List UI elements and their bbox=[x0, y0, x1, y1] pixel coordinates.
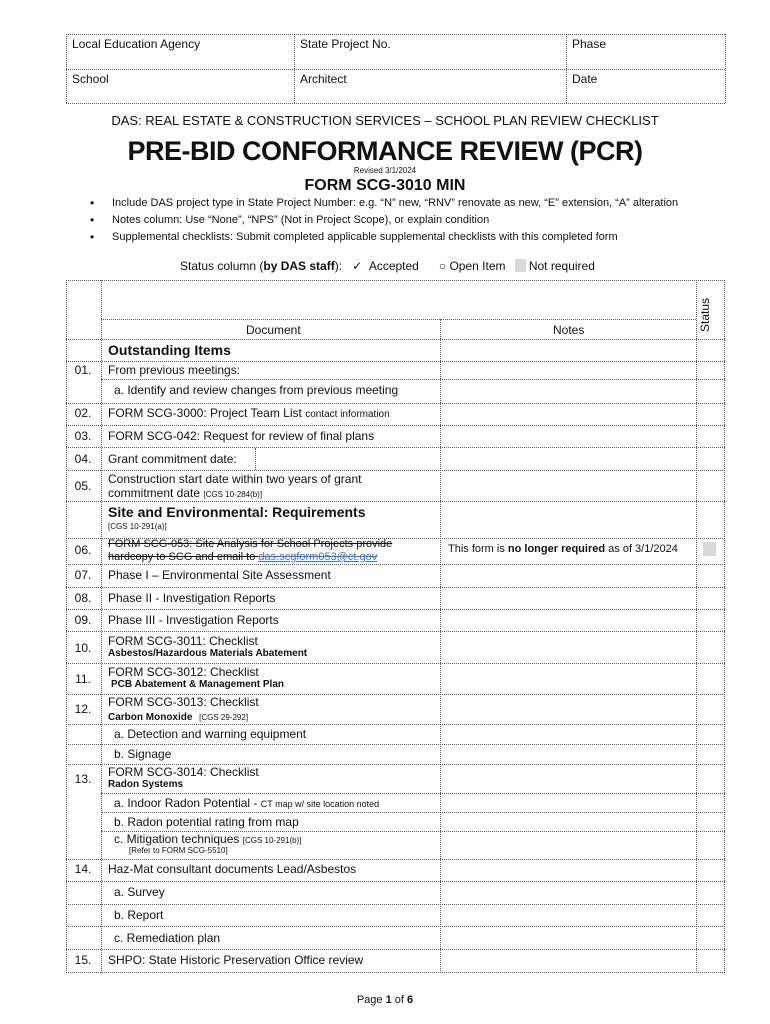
row-document: a. Indoor Radon Potential - bbox=[114, 796, 261, 810]
row-document: FORM SCG-3013: Checklist bbox=[108, 695, 259, 709]
row-document: b. Report bbox=[114, 908, 164, 922]
row-document: hardcopy to SCG and email to bbox=[108, 551, 259, 563]
row-document: b. Signage bbox=[114, 747, 172, 761]
circle-icon: ○ bbox=[438, 258, 447, 273]
row-number: 10. bbox=[74, 641, 92, 655]
legend-suffix: ): bbox=[334, 258, 343, 273]
row-document: FORM SCG-3014: Checklist bbox=[108, 765, 259, 779]
row-reference: [Refer to FORM SCG-5510] bbox=[129, 846, 228, 855]
row-document-note: contact information bbox=[305, 409, 390, 420]
not-required-status bbox=[703, 542, 716, 556]
legend-accepted: Accepted bbox=[368, 258, 419, 273]
status-column-header bbox=[698, 296, 720, 336]
revised-date: Revised 3/1/2024 bbox=[353, 166, 417, 175]
legend-by: by DAS staff bbox=[263, 258, 335, 273]
row-document: Phase I – Environmental Site Assessment bbox=[108, 568, 331, 582]
school-field[interactable]: School bbox=[72, 72, 109, 86]
row-number: 02. bbox=[74, 406, 92, 420]
state-project-no-field[interactable]: State Project No. bbox=[300, 37, 391, 51]
row-document: From previous meetings: bbox=[108, 363, 241, 377]
row-document: Construction start date within two years of grant bbox=[108, 472, 362, 486]
row-document: commitment date bbox=[108, 486, 204, 500]
instruction-list bbox=[90, 195, 760, 246]
row-document: c. Mitigation techniques bbox=[114, 832, 243, 846]
row-document: FORM SCG-042: Request for review of final plans bbox=[108, 429, 375, 443]
lea-field[interactable]: Local Education Agency bbox=[72, 37, 201, 51]
page-footer bbox=[0, 994, 770, 1006]
page-title: PRE-BID CONFORMANCE REVIEW (PCR) bbox=[127, 136, 643, 166]
row-document-note: CT map w/ site location noted bbox=[260, 799, 380, 809]
footer-of: of bbox=[391, 994, 408, 1006]
row-document: c. Remediation plan bbox=[114, 931, 221, 945]
legend-prefix: Status column ( bbox=[180, 258, 264, 273]
department-line: DAS: REAL ESTATE & CONSTRUCTION SERVICES – SCHOOL PLAN REVIEW CHECKLIST bbox=[111, 113, 659, 128]
row-document: Phase III - Investigation Reports bbox=[108, 613, 279, 627]
row-document: Haz-Mat consultant documents Lead/Asbestos bbox=[108, 862, 357, 876]
row-number: 07. bbox=[74, 568, 92, 582]
row-document: FORM SCG-053: Site Analysis for School Projects provide bbox=[108, 538, 393, 550]
page-number: 1 bbox=[385, 994, 392, 1006]
row-document: a. Identify and review changes from previous meeting bbox=[114, 383, 399, 397]
row-document: a. Detection and warning equipment bbox=[114, 727, 307, 741]
row-number: 15. bbox=[74, 953, 92, 967]
row-document: Phase II - Investigation Reports bbox=[108, 591, 276, 605]
row-document-subtitle: Carbon Monoxide bbox=[108, 712, 193, 723]
note-text: as of 3/1/2024 bbox=[605, 543, 678, 555]
section-title: Site and Environmental: Requirements bbox=[108, 504, 366, 520]
row-document-subtitle: PCB Abatement & Management Plan bbox=[111, 679, 284, 690]
row-number: 09. bbox=[74, 613, 92, 627]
check-icon: ✓ bbox=[352, 258, 363, 273]
row-document: FORM SCG-3000: Project Team List bbox=[108, 406, 306, 420]
row-note bbox=[448, 543, 678, 555]
row-number: 05. bbox=[74, 479, 92, 493]
row-number: 12. bbox=[74, 702, 92, 716]
row-number: 11. bbox=[75, 672, 91, 686]
row-reference: [CGS 10-291(b)] bbox=[242, 836, 302, 845]
instruction-item: • Supplemental checklists: Submit completed applicable supplemental checklists with this completed form bbox=[90, 229, 760, 246]
note-emphasis: no longer required bbox=[507, 543, 606, 555]
row-number: 14. bbox=[74, 862, 92, 876]
document-column-header: Document bbox=[246, 323, 301, 337]
row-document: FORM SCG-3011: Checklist bbox=[108, 634, 258, 648]
row-number: 06. bbox=[74, 543, 92, 557]
row-reference: [CGS 29-292] bbox=[199, 713, 249, 722]
row-number: 08. bbox=[74, 591, 92, 605]
section-reference: [CGS 10-291(a)] bbox=[108, 522, 167, 531]
date-field[interactable]: Date bbox=[572, 72, 598, 86]
row-document: b. Radon potential rating from map bbox=[114, 815, 299, 829]
row-document-subtitle: Radon Systems bbox=[108, 779, 184, 790]
row-number: 13. bbox=[74, 772, 92, 786]
legend-open-item: Open Item bbox=[449, 258, 506, 273]
row-document: a. Survey bbox=[114, 885, 165, 899]
legend-not-required: Not required bbox=[528, 258, 595, 273]
row-document-subtitle: Asbestos/Hazardous Materials Abatement bbox=[108, 648, 308, 659]
phase-field[interactable]: Phase bbox=[572, 37, 607, 51]
status-header-label: Status bbox=[698, 297, 713, 333]
email-link[interactable]: das.scgform053@ct.gov bbox=[258, 551, 378, 563]
note-text: This form is bbox=[448, 543, 508, 555]
notes-column-header: Notes bbox=[553, 323, 585, 337]
not-required-swatch bbox=[515, 259, 526, 272]
row-number: 01. bbox=[74, 363, 92, 377]
row-reference: [CGS 10-284(b)] bbox=[203, 490, 263, 499]
row-document: FORM SCG-3012: Checklist bbox=[108, 665, 259, 679]
instruction-item: • Include DAS project type in State Project Number: e.g. “N” new, “RNV” renovate as new, “E” extension, “A” alteration bbox=[90, 195, 760, 212]
footer-label: Page bbox=[356, 994, 386, 1006]
status-legend bbox=[180, 258, 595, 273]
row-document: SHPO: State Historic Preservation Office review bbox=[108, 953, 364, 967]
architect-field[interactable]: Architect bbox=[300, 72, 347, 86]
section-title: Outstanding Items bbox=[108, 342, 231, 358]
row-number: 03. bbox=[74, 429, 92, 443]
row-document: Grant commitment date: bbox=[108, 452, 237, 466]
row-number: 04. bbox=[74, 452, 92, 466]
page-total: 6 bbox=[407, 994, 414, 1006]
form-name: FORM SCG-3010 MIN bbox=[304, 177, 466, 194]
instruction-item: • Notes column: Use “None”, “NPS” (Not in Project Scope), or explain condition bbox=[90, 212, 760, 229]
